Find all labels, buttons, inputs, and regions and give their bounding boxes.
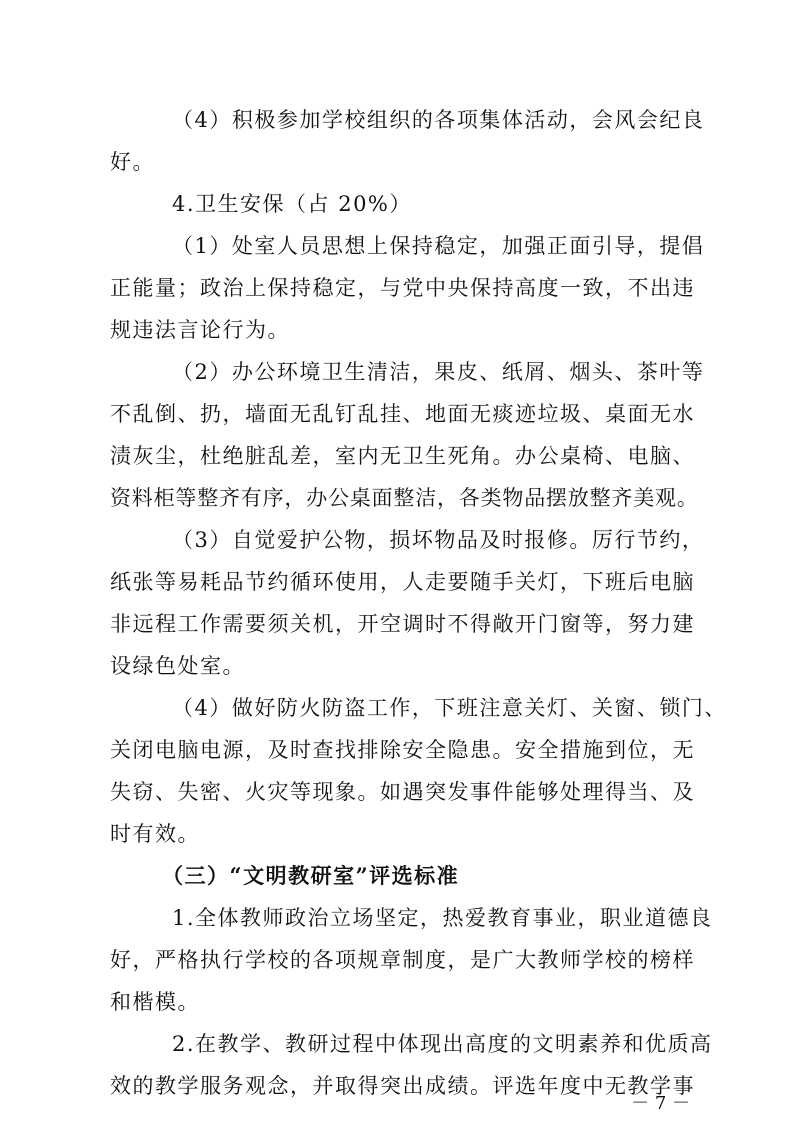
- paragraph-item-4-line-2: 好。: [110, 150, 155, 174]
- paragraph-hygiene-3-line-4: 设绿色处室。: [110, 654, 245, 678]
- paragraph-hygiene-4-line-2: 关闭电脑电源，及时查找排除安全隐患。安全措施到位，无: [110, 738, 695, 762]
- paragraph-item-4-line-1: （4）积极参加学校组织的各项集体活动，会风会纪良: [172, 108, 705, 132]
- paragraph-hygiene-4-line-4: 时有效。: [110, 822, 200, 846]
- paragraph-standard-2-line-1: 2.在教学、教研过程中体现出高度的文明素养和优质高: [172, 1032, 713, 1056]
- section-heading-civilized-office: （三）“文明教研室”评选标准: [162, 863, 460, 888]
- paragraph-standard-1-line-1: 1.全体教师政治立场坚定，热爱教育事业，职业道德良: [172, 906, 713, 930]
- paragraph-hygiene-4-line-1: （4）做好防火防盗工作，下班注意关灯、关窗、锁门、: [172, 696, 727, 720]
- paragraph-hygiene-1-line-1: （1）处室人员思想上保持稳定，加强正面引导，提倡: [172, 234, 705, 258]
- page-number: － 7 －: [631, 1093, 690, 1114]
- paragraph-hygiene-3-line-1: （3）自觉爱护公物，损坏物品及时报修。厉行节约，: [172, 528, 705, 552]
- paragraph-hygiene-3-line-2: 纸张等易耗品节约循环使用，人走要随手关灯，下班后电脑: [110, 570, 695, 594]
- section-heading-hygiene-security: 4.卫生安保（占 20%）: [172, 192, 412, 216]
- paragraph-hygiene-2-line-2: 不乱倒、扔，墙面无乱钉乱挂、地面无痰迹垃圾、桌面无水: [110, 402, 695, 426]
- paragraph-hygiene-2-line-1: （2）办公环境卫生清洁，果皮、纸屑、烟头、茶叶等: [172, 360, 705, 384]
- paragraph-hygiene-1-line-3: 规违法言论行为。: [110, 318, 290, 342]
- paragraph-hygiene-2-line-4: 资料柜等整齐有序，办公桌面整洁，各类物品摆放整齐美观。: [110, 486, 699, 510]
- paragraph-hygiene-1-line-2: 正能量；政治上保持稳定，与党中央保持高度一致，不出违: [110, 276, 695, 300]
- paragraph-hygiene-3-line-3: 非远程工作需要须关机，开空调时不得敞开门窗等，努力建: [110, 612, 695, 636]
- paragraph-standard-1-line-3: 和楷模。: [110, 990, 200, 1014]
- paragraph-hygiene-4-line-3: 失窃、失密、火灾等现象。如遇突发事件能够处理得当、及: [110, 780, 695, 804]
- paragraph-standard-2-line-2: 效的教学服务观念，并取得突出成绩。评选年度中无教学事: [110, 1074, 695, 1098]
- paragraph-standard-1-line-2: 好，严格执行学校的各项规章制度，是广大教师学校的榜样: [110, 948, 695, 972]
- paragraph-hygiene-2-line-3: 渍灰尘，杜绝脏乱差，室内无卫生死角。办公桌椅、电脑、: [110, 444, 695, 468]
